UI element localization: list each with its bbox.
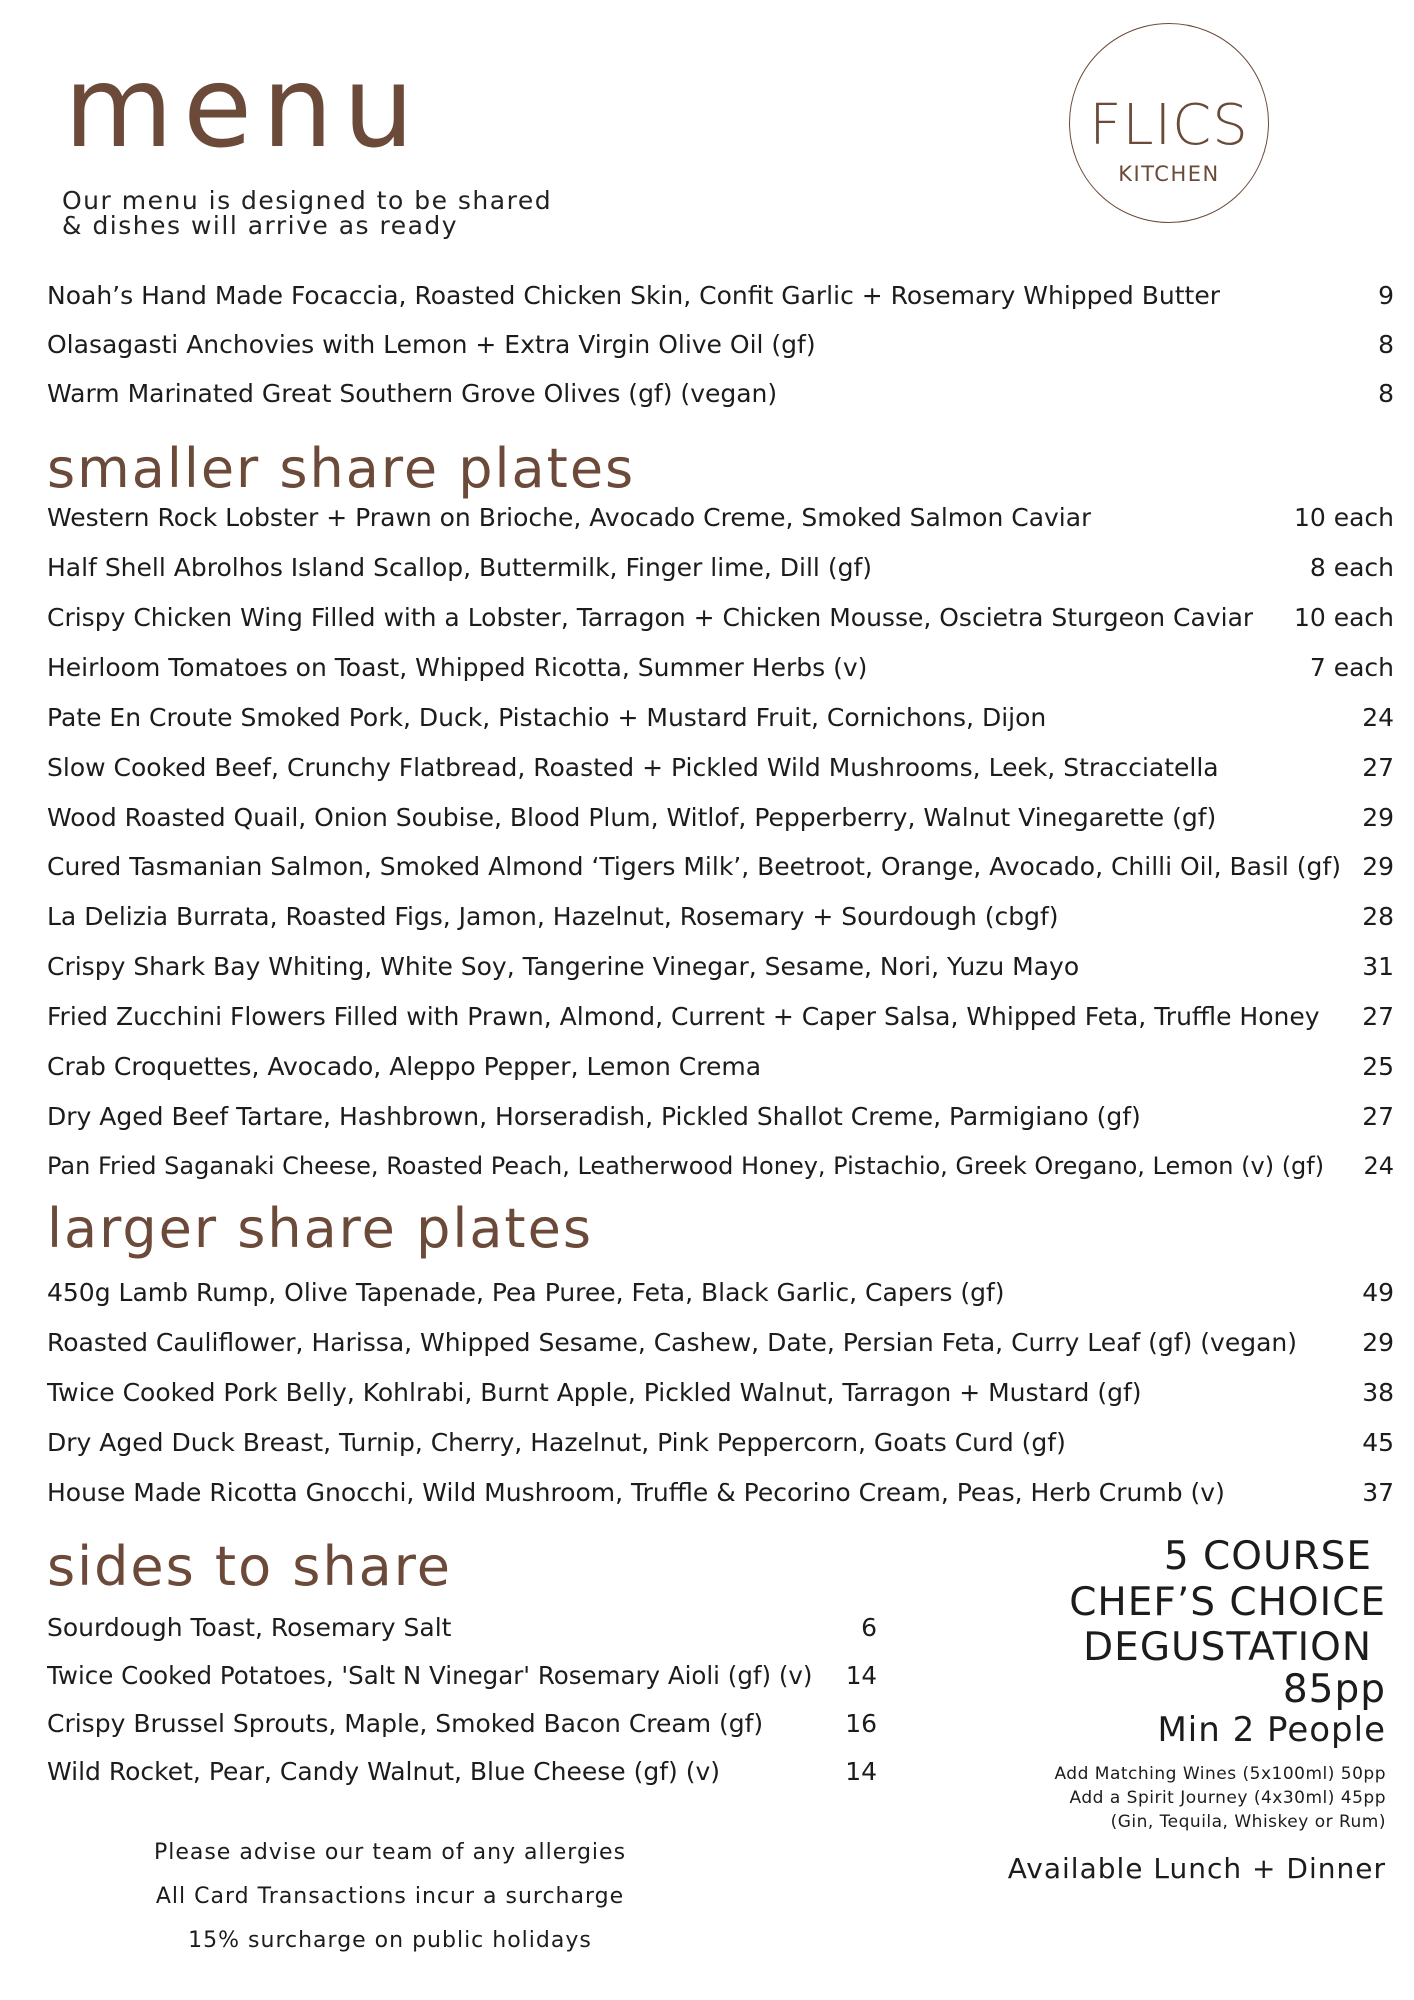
item-name: Cured Tasmanian Salmon, Smoked Almond ‘Tigers Milk’, Beetroot, Orange, Avocado, Chilli Oil, Basil (gf) [47,851,1341,881]
item-name: Heirloom Tomatoes on Toast, Whipped Ricotta, Summer Herbs (v) [47,652,868,682]
menu-item [47,500,1394,534]
section-title-larger: larger share plates [47,1197,593,1260]
side-item [47,1754,877,1788]
item-name: 450g Lamb Rump, Olive Tapenade, Pea Puree, Feta, Black Garlic, Capers (gf) [47,1277,1005,1307]
item-name: Crispy Brussel Sprouts, Maple, Smoked Bacon Cream (gf) [47,1708,764,1738]
item-price: 28 [1362,901,1394,931]
holiday-note: 15% surcharge on public holidays [188,1928,592,1953]
item-price: 45 [1362,1427,1394,1457]
menu-item [47,1425,1394,1459]
surcharge-note: All Card Transactions incur a surcharge [155,1884,625,1909]
menu-item [47,1049,1394,1083]
item-price: 24 [1362,702,1394,732]
item-price: 27 [1362,1101,1394,1131]
item-price: 6 [861,1612,877,1642]
menu-item [47,899,1394,933]
item-price: 37 [1362,1477,1394,1507]
menu-item [47,376,1394,410]
item-name: Pate En Croute Smoked Pork, Duck, Pistachio + Mustard Fruit, Cornichons, Dijon [47,702,1047,732]
item-name: Western Rock Lobster + Prawn on Brioche, Avocado Creme, Smoked Salmon Caviar [47,502,1092,532]
item-price: 29 [1362,802,1394,832]
menu-item [47,849,1394,883]
item-name: Slow Cooked Beef, Crunchy Flatbread, Roasted + Pickled Wild Mushrooms, Leek, Stracciatella [47,752,1219,782]
item-price: 10 each [1293,602,1394,632]
item-price: 9 [1378,280,1394,310]
menu-item [47,1099,1394,1133]
side-item [47,1658,877,1692]
menu-item [47,327,1394,361]
item-name: Warm Marinated Great Southern Grove Olives (gf) (vegan) [47,378,778,408]
item-price: 29 [1362,851,1394,881]
side-item [47,1610,877,1644]
degustation-spirit-note: (Gin, Tequila, Whiskey or Rum) [1110,1812,1386,1832]
menu-item [47,650,1394,684]
menu-item [47,278,1394,312]
item-price: 25 [1362,1051,1394,1081]
item-price: 29 [1362,1327,1394,1357]
menu-item [47,550,1394,584]
section-title-sides: sides to share [47,1535,452,1598]
item-name: Pan Fried Saganaki Cheese, Roasted Peach, Leatherwood Honey, Pistachio, Greek Oregano, Lemon (v) (gf) [47,1152,1325,1180]
item-name: Dry Aged Beef Tartare, Hashbrown, Horseradish, Pickled Shallot Creme, Parmigiano (gf) [47,1101,1141,1131]
section-title-smaller: smaller share plates [47,437,636,500]
menu-item [47,600,1394,634]
degustation-line: CHEF’S CHOICE [1069,1580,1386,1625]
item-price: 10 each [1293,502,1394,532]
side-item [47,1706,877,1740]
item-name: Wild Rocket, Pear, Candy Walnut, Blue Cheese (gf) (v) [47,1756,720,1786]
item-price: 16 [845,1708,877,1738]
menu-item [47,1475,1394,1509]
menu-item [47,1275,1394,1309]
item-name: La Delizia Burrata, Roasted Figs, Jamon, Hazelnut, Rosemary + Sourdough (cbgf) [47,901,1059,931]
item-price: 24 [1363,1152,1394,1180]
allergy-note: Please advise our team of any allergies [153,1840,627,1865]
degustation-price: 85pp [1282,1667,1386,1712]
intro-line: & dishes will arrive as ready [62,211,459,240]
item-name: Crispy Shark Bay Whiting, White Soy, Tangerine Vinegar, Sesame, Nori, Yuzu Mayo [47,951,1080,981]
degustation-spirit: Add a Spirit Journey (4x30ml) 45pp [1069,1788,1386,1808]
item-name: Crispy Chicken Wing Filled with a Lobster, Tarragon + Chicken Mousse, Oscietra Sturgeon Caviar [47,602,1254,632]
item-name: Roasted Cauliflower, Harissa, Whipped Sesame, Cashew, Date, Persian Feta, Curry Leaf (gf) (vegan) [47,1327,1297,1357]
item-price: 8 [1378,329,1394,359]
page-title: menu [64,43,424,173]
item-price: 14 [845,1660,877,1690]
intro-text [62,188,552,238]
logo-subtitle: KITCHEN [1118,162,1220,186]
item-price: 31 [1362,951,1394,981]
item-name: Wood Roasted Quail, Onion Soubise, Blood Plum, Witlof, Pepperberry, Walnut Vinegarette (gf) [47,802,1217,832]
item-name: House Made Ricotta Gnocchi, Wild Mushroom, Truffle & Pecorino Cream, Peas, Herb Crumb (v) [47,1477,1225,1507]
degustation-line: 5 COURSE [1163,1534,1372,1579]
degustation-wines: Add Matching Wines (5x100ml) 50pp [1054,1764,1386,1784]
logo-name: FLICS [1089,93,1249,158]
menu-item [47,949,1394,983]
degustation-available: Available Lunch + Dinner [1007,1852,1386,1885]
item-price: 14 [845,1756,877,1786]
item-name: Noah’s Hand Made Focaccia, Roasted Chicken Skin, Confit Garlic + Rosemary Whipped Butter [47,280,1220,310]
menu-item [47,1325,1394,1359]
intro-line: Our menu is designed to be shared [62,186,553,215]
item-name: Fried Zucchini Flowers Filled with Prawn, Almond, Current + Caper Salsa, Whipped Feta, Truffle Honey [47,1001,1320,1031]
item-price: 7 each [1309,652,1394,682]
menu-item [47,1149,1394,1183]
item-price: 38 [1362,1377,1394,1407]
item-name: Crab Croquettes, Avocado, Aleppo Pepper, Lemon Crema [47,1051,762,1081]
item-price: 27 [1362,1001,1394,1031]
item-name: Twice Cooked Pork Belly, Kohlrabi, Burnt Apple, Pickled Walnut, Tarragon + Mustard (gf) [47,1377,1142,1407]
menu-item [47,999,1394,1033]
menu-item [47,800,1394,834]
item-name: Sourdough Toast, Rosemary Salt [47,1612,452,1642]
menu-item [47,750,1394,784]
degustation-min: Min 2 People [1157,1710,1386,1750]
item-name: Dry Aged Duck Breast, Turnip, Cherry, Hazelnut, Pink Peppercorn, Goats Curd (gf) [47,1427,1066,1457]
item-price: 27 [1362,752,1394,782]
brand-logo [1069,23,1269,223]
menu-item [47,1375,1394,1409]
item-price: 8 each [1309,552,1394,582]
item-name: Twice Cooked Potatoes, 'Salt N Vinegar' Rosemary Aioli (gf) (v) [47,1660,813,1690]
item-name: Olasagasti Anchovies with Lemon + Extra Virgin Olive Oil (gf) [47,329,816,359]
item-price: 49 [1362,1277,1394,1307]
menu-item [47,700,1394,734]
item-price: 8 [1378,378,1394,408]
item-name: Half Shell Abrolhos Island Scallop, Buttermilk, Finger lime, Dill (gf) [47,552,872,582]
degustation-line: DEGUSTATION [1083,1625,1372,1670]
